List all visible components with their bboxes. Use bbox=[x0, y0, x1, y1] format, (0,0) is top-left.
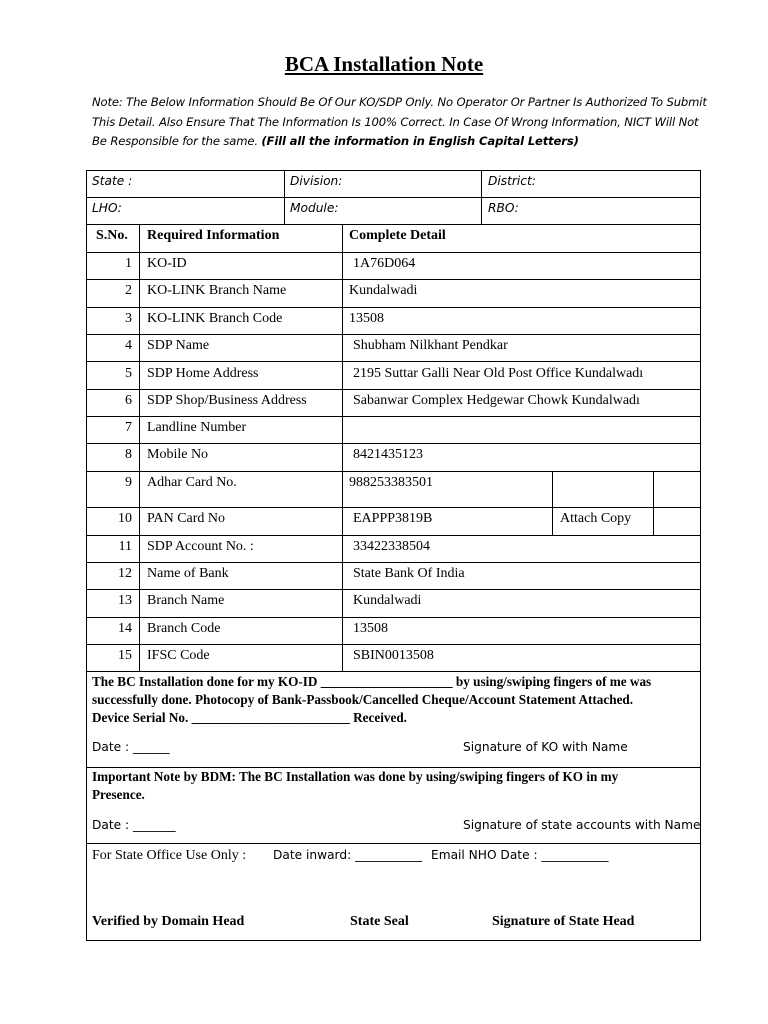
row-label: SDP Shop/Business Address bbox=[147, 393, 307, 408]
verified-by-domain-head: Verified by Domain Head bbox=[92, 914, 245, 929]
divider bbox=[86, 443, 701, 444]
row-label: IFSC Code bbox=[147, 648, 210, 663]
installation-line-1: The BC Installation done for my KO-ID ____________________ by using/swiping fingers of me was bbox=[92, 674, 652, 689]
bdm-note-line-1: Important Note by BDM: The BC Installation was done by using/swiping fingers of KO in my bbox=[92, 769, 619, 784]
row-label: SDP Home Address bbox=[147, 366, 259, 381]
installation-line-2: successfully done. Photocopy of Bank-Passbook/Cancelled Cheque/Account Statement Attached. bbox=[92, 692, 634, 707]
division-field: Division: bbox=[290, 174, 343, 188]
row-label: Adhar Card No. bbox=[147, 475, 237, 490]
row-value: Kundalwadi bbox=[353, 593, 422, 608]
row-number: 14 bbox=[118, 621, 132, 636]
col-header-info: Required Information bbox=[147, 228, 280, 243]
state-head-signature: Signature of State Head bbox=[492, 914, 635, 929]
state-seal: State Seal bbox=[350, 914, 409, 929]
divider bbox=[86, 252, 701, 253]
row-number: 15 bbox=[118, 648, 132, 663]
row-number: 12 bbox=[118, 566, 132, 581]
district-field: District: bbox=[488, 174, 536, 188]
document-title: BCA Installation Note bbox=[284, 52, 484, 76]
row-number: 1 bbox=[125, 256, 132, 271]
row-number: 4 bbox=[125, 338, 132, 353]
installation-line-3: Device Serial No. ________________________ Received. bbox=[92, 710, 407, 725]
row-number: 3 bbox=[125, 311, 132, 326]
state-field: State : bbox=[92, 174, 133, 188]
divider bbox=[86, 279, 701, 280]
state-accounts-signature: Signature of state accounts with Name bbox=[463, 818, 701, 832]
row-value: SBIN0013508 bbox=[353, 648, 434, 663]
row-label: SDP Account No. : bbox=[147, 539, 254, 554]
divider bbox=[86, 307, 701, 308]
divider bbox=[481, 170, 482, 224]
rbo-field: RBO: bbox=[488, 201, 519, 215]
row-value: 8421435123 bbox=[353, 447, 423, 462]
row-label: Branch Code bbox=[147, 621, 221, 636]
row-number: 9 bbox=[125, 475, 132, 490]
row-label: SDP Name bbox=[147, 338, 210, 353]
row-label: Mobile No bbox=[147, 447, 209, 462]
bdm-date: Date : _______ bbox=[92, 818, 176, 832]
divider bbox=[86, 471, 701, 472]
divider bbox=[86, 562, 701, 563]
row-value: 13508 bbox=[353, 621, 388, 636]
divider bbox=[86, 507, 701, 508]
row-value: Sabanwar Complex Hedgewar Chowk Kundalwadı bbox=[353, 393, 640, 408]
installation-date: Date : ______ bbox=[92, 740, 170, 754]
row-number: 11 bbox=[118, 539, 132, 554]
row-number: 6 bbox=[125, 393, 132, 408]
instruction-note bbox=[92, 93, 712, 152]
attach-copy-label: Attach Copy bbox=[560, 511, 632, 526]
divider bbox=[342, 224, 343, 671]
divider bbox=[552, 471, 553, 535]
bdm-note-line-2: Presence. bbox=[92, 787, 145, 802]
date-inward: Date inward: ___________ bbox=[273, 848, 423, 862]
row-value: 33422338504 bbox=[353, 539, 430, 554]
row-label: KO-LINK Branch Code bbox=[147, 311, 283, 326]
row-value: 13508 bbox=[349, 311, 384, 326]
ko-signature: Signature of KO with Name bbox=[463, 740, 628, 754]
divider bbox=[86, 416, 701, 417]
divider bbox=[139, 224, 140, 671]
row-label: Branch Name bbox=[147, 593, 225, 608]
divider bbox=[86, 617, 701, 618]
row-number: 5 bbox=[125, 366, 132, 381]
lho-field: LHO: bbox=[92, 201, 122, 215]
col-header-detail: Complete Detail bbox=[349, 228, 446, 243]
row-label: KO-ID bbox=[147, 256, 187, 271]
row-value: Kundalwadi bbox=[349, 283, 418, 298]
col-header-sno: S.No. bbox=[96, 228, 128, 243]
divider bbox=[86, 535, 701, 536]
note-emphasis: (Fill all the information in English Capital Letters) bbox=[261, 134, 579, 148]
divider bbox=[86, 644, 701, 645]
divider bbox=[284, 170, 285, 224]
divider bbox=[653, 471, 654, 535]
email-nho-date: Email NHO Date : ___________ bbox=[431, 848, 609, 862]
row-label: PAN Card No bbox=[147, 511, 226, 526]
divider bbox=[86, 389, 701, 390]
state-office-label: For State Office Use Only : bbox=[92, 848, 247, 863]
divider bbox=[86, 361, 701, 362]
row-value: EAPPP3819B bbox=[353, 511, 433, 526]
divider bbox=[86, 224, 701, 225]
row-value: 2195 Suttar Galli Near Old Post Office Kundalwadı bbox=[353, 366, 644, 381]
row-label: Name of Bank bbox=[147, 566, 229, 581]
row-number: 7 bbox=[125, 420, 132, 435]
row-label: Landline Number bbox=[147, 420, 247, 435]
row-value: State Bank Of India bbox=[353, 566, 465, 581]
divider bbox=[86, 589, 701, 590]
divider bbox=[86, 767, 701, 768]
row-number: 10 bbox=[118, 511, 132, 526]
divider bbox=[86, 197, 701, 198]
divider bbox=[86, 334, 701, 335]
note-text: Note: The Below Information Should Be Of Our KO/SDP Only. No Operator Or Partner Is Authorized To Submit This Detail. Also Ensure That The Information Is 100% Correct. In Case Of Wrong Information, NICT Will Not Be Responsible for the same. bbox=[92, 95, 707, 148]
row-value: 988253383501 bbox=[349, 475, 433, 490]
row-label: KO-LINK Branch Name bbox=[147, 283, 287, 298]
row-value: 1A76D064 bbox=[353, 256, 416, 271]
row-number: 2 bbox=[125, 283, 132, 298]
divider bbox=[86, 843, 701, 844]
row-number: 8 bbox=[125, 447, 132, 462]
module-field: Module: bbox=[290, 201, 339, 215]
row-value: Shubham Nilkhant Pendkar bbox=[353, 338, 508, 353]
row-number: 13 bbox=[118, 593, 132, 608]
divider bbox=[86, 671, 701, 672]
